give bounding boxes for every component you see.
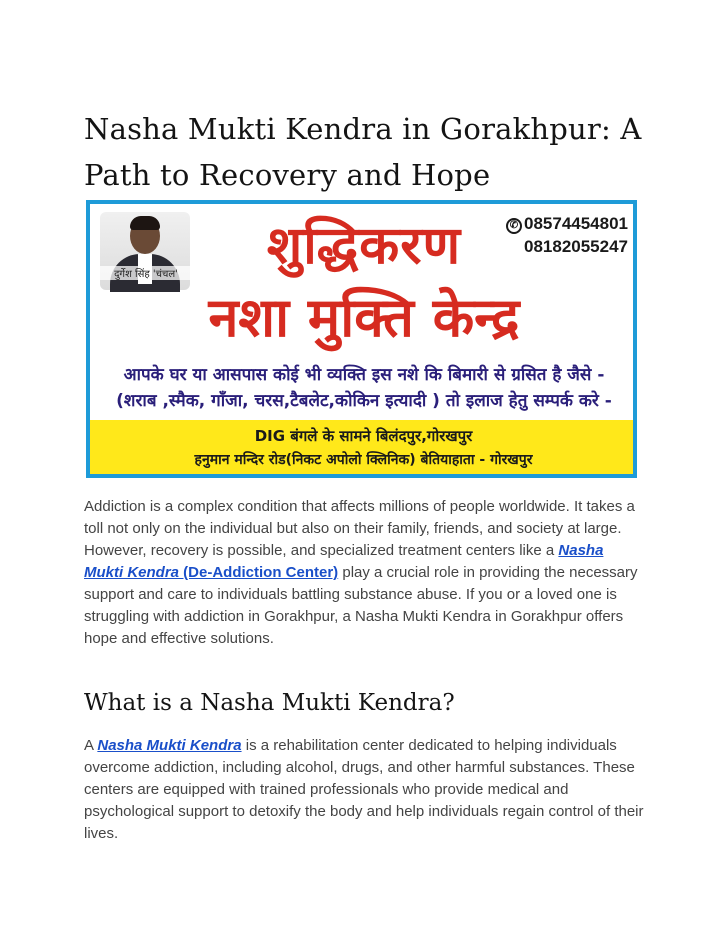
banner-address-bar: [90, 420, 637, 478]
phone-number: 08574454801: [524, 214, 629, 233]
definition-text-after: is a rehabilitation center dedicated to helping individuals overcome addiction, including alcohol, drugs, and other harmful substances. These centers are equipped with trained professionals who provide medical and psychological support to detoxify the body and help individuals regain control of their lives.: [84, 737, 644, 842]
banner-phones: [506, 212, 634, 258]
nasha-mukti-kendra-link-2[interactable]: Nasha Mukti Kendra: [97, 737, 242, 754]
page-title: Nasha Mukti Kendra in Gorakhpur: A Path to Recovery and Hope: [84, 112, 642, 192]
phone-number: 08182055247: [524, 237, 629, 256]
intro-text-before: Addiction is a complex condition that affects millions of people worldwide. It takes a toll not only on the individual but also on their family, friends, and society at large. However, recovery is possible, and specialized treatment centers like a: [84, 498, 635, 559]
de-addiction-center-link[interactable]: (De-Addiction Center): [179, 564, 339, 581]
nasha-mukti-kendra-link[interactable]: Nasha Mukti Kendra: [84, 542, 604, 581]
phone-icon: ✆: [506, 218, 522, 234]
definition-text-before: A: [84, 737, 98, 754]
banner-subtitle: नशा मुक्ति केन्द्र: [208, 286, 520, 349]
banner-address-2: हनुमान मन्दिर रोड(निकट अपोलो क्लिनिक) बेतियाहाता - गोरखपुर: [194, 452, 533, 468]
person-name: दुर्गेश सिंह 'चंचल': [96, 266, 196, 280]
banner-line-1: आपके घर या आसपास कोई भी व्यक्ति इस नशे कि बिमारी से ग्रसित है जैसे -: [123, 365, 605, 385]
banner-image: [86, 200, 637, 478]
intro-text-after: play a crucial role in providing the necessary support and care to individuals battling substance abuse. If you or a loved one is struggling with addiction in Gorakhpur, a Nasha Mukti Kendra in Gorakhpur offers hope and effective solutions.: [84, 564, 638, 647]
banner-address-1: DIG बंगले के सामने बिलंदपुर,गोरखपुर: [254, 427, 473, 445]
banner-brand: शुद्धिकरण: [266, 216, 462, 276]
definition-paragraph: [84, 735, 644, 845]
section-heading: What is a Nasha Mukti Kendra?: [84, 690, 455, 716]
intro-paragraph: [84, 496, 644, 650]
banner-line-2: (शराब ,स्मैक, गाँजा, चरस,टैबलेट,कोकिन इत्यादी ) तो इलाज हेतु सम्पर्क करे -: [116, 391, 612, 411]
